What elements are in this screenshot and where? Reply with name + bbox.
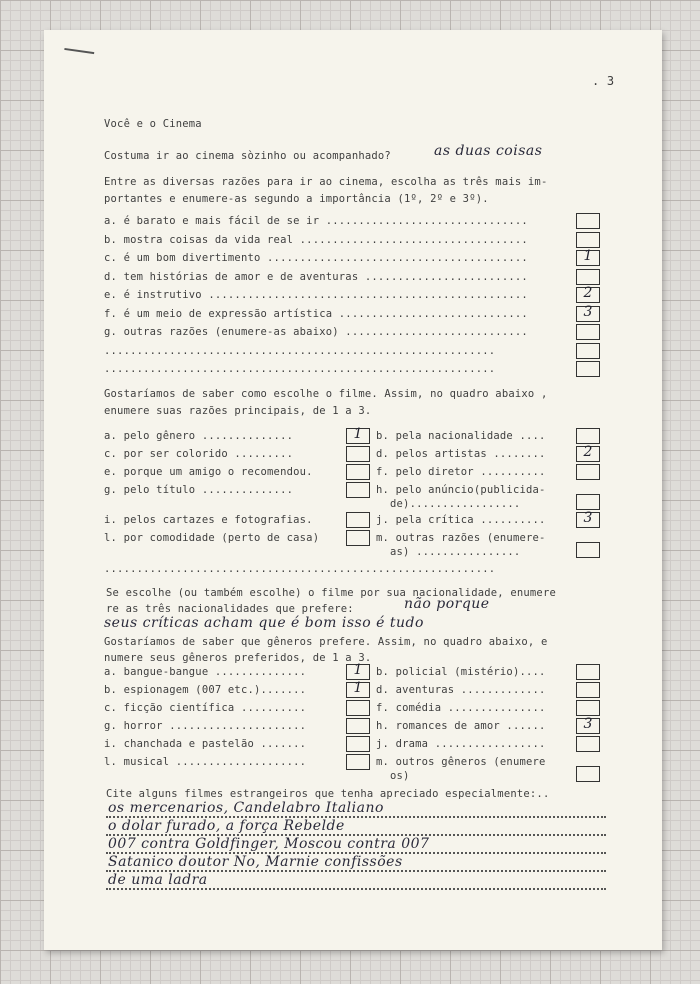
q3-reason-label: j. pela crítica ..........: [376, 514, 546, 526]
q5-genre-label: b. policial (mistério)....: [376, 666, 546, 678]
q5-intro-line2: numere seus gêneros preferidos, de 1 a 3.: [104, 652, 372, 664]
q3-rank-box-mark: 2: [583, 444, 593, 460]
q5-rank-box-mark: 1: [353, 680, 363, 696]
q2-rank-box-mark: 2: [583, 285, 593, 301]
q5-rank-box[interactable]: [576, 664, 600, 680]
q6-answer-line[interactable]: o dolar furado, a força Rebelde: [108, 818, 345, 834]
q3-reason-label: l. por comodidade (perto de casa): [104, 532, 320, 544]
q2-intro-line1: Entre as diversas razões para ir ao cinema, escolha as três mais im-: [104, 176, 548, 188]
q3-rank-box-mark: 3: [583, 510, 593, 526]
q3-rank-box[interactable]: [576, 446, 600, 462]
q3-intro-line1: Gostaríamos de saber como escolhe o filme. Assim, no quadro abaixo ,: [104, 388, 548, 400]
q2-reason-label: b. mostra coisas da vida real ...................................: [104, 233, 528, 246]
q5-rank-box[interactable]: [576, 766, 600, 782]
page-number: . 3: [592, 74, 615, 88]
pencil-mark: [64, 48, 95, 58]
q5-rank-box-mark: 3: [583, 716, 593, 732]
q3-rank-box[interactable]: [346, 464, 370, 480]
q4-answer1[interactable]: não porque: [404, 596, 490, 612]
q6-answer-line[interactable]: os mercenarios, Candelabro Italiano: [108, 800, 384, 816]
q2-reason-label: ............................................................: [104, 344, 496, 357]
q3-rank-box[interactable]: [346, 482, 370, 498]
q2-reason-label: g. outras razões (enumere-as abaixo) ............................: [104, 326, 528, 338]
q2-rank-box[interactable]: [576, 232, 600, 248]
q2-rank-box-mark: 1: [583, 248, 593, 264]
q5-genre-label: f. comédia ...............: [376, 702, 546, 714]
q3-dotted-line: ............................................................: [104, 563, 496, 575]
q2-rank-box[interactable]: [576, 287, 600, 303]
q5-rank-box-mark: 1: [353, 662, 363, 678]
q3-rank-box[interactable]: [576, 428, 600, 444]
q2-rank-box[interactable]: [576, 303, 600, 322]
q6-answer-line[interactable]: 007 contra Goldfinger, Moscou contra 007: [108, 836, 430, 852]
q5-rank-box[interactable]: [346, 718, 370, 734]
q3-reason-label: g. pelo título ..............: [104, 484, 294, 496]
q3-rank-box[interactable]: [346, 446, 370, 462]
q3-intro-line2: enumere suas razões principais, de 1 a 3.: [104, 405, 372, 417]
questionnaire-page: [44, 30, 662, 950]
q4-line1: Se escolhe (ou também escolhe) o filme por sua nacionalidade, enumere: [106, 587, 556, 599]
q5-genre-label: h. romances de amor ......: [376, 720, 546, 732]
q3-rank-box[interactable]: [346, 428, 370, 444]
q5-genre-label-cont: os): [390, 770, 410, 782]
q4-line2: re as três nacionalidades que prefere:: [106, 603, 354, 615]
q5-rank-box[interactable]: [346, 754, 370, 770]
q5-genre-label: c. ficção científica ..........: [104, 702, 307, 714]
q5-rank-box[interactable]: [346, 736, 370, 752]
q5-intro-line1: Gostaríamos de saber que gêneros prefere. Assim, no quadro abaixo, e: [104, 636, 548, 648]
q6-question: Cite alguns filmes estrangeiros que tenha apreciado especialmente:..: [106, 788, 550, 800]
q3-reason-label: d. pelos artistas ........: [376, 448, 546, 460]
q2-rank-box[interactable]: [576, 269, 600, 285]
q1-question: Costuma ir ao cinema sòzinho ou acompanhado?: [104, 150, 391, 162]
q5-rank-box[interactable]: [576, 718, 600, 734]
q3-rank-box-mark: 1: [353, 426, 363, 442]
q6-answer-line[interactable]: Satanico doutor No, Marnie confissões: [108, 854, 403, 870]
q2-rank-box[interactable]: [576, 361, 600, 377]
q2-intro-line2: portantes e enumere-as segundo a importância (1º, 2º e 3º).: [104, 193, 489, 205]
q3-rank-box[interactable]: [346, 530, 370, 546]
q5-genre-label: l. musical ....................: [104, 756, 307, 768]
q5-rank-box[interactable]: [346, 682, 370, 698]
q2-reason-label: a. é barato e mais fácil de se ir ...............................: [104, 215, 528, 227]
q5-genre-label: d. aventuras .............: [376, 684, 546, 696]
q3-reason-label: e. porque um amigo o recomendou.: [104, 466, 313, 478]
q6-answer-line[interactable]: de uma ladra: [108, 872, 208, 888]
q3-reason-label: b. pela nacionalidade ....: [376, 430, 546, 442]
q2-rank-box[interactable]: [576, 343, 600, 359]
q3-rank-box[interactable]: [576, 464, 600, 480]
q1-answer[interactable]: as duas coisas: [434, 143, 543, 159]
q2-reason-label: e. é instrutivo .................................................: [104, 289, 528, 301]
q5-genre-label: i. chanchada e pastelão .......: [104, 738, 307, 750]
q5-genre-label: m. outros gêneros (enumere: [376, 756, 546, 768]
q5-rank-box[interactable]: [346, 664, 370, 680]
q2-reason-label: ............................................................: [104, 363, 496, 375]
q2-rank-box[interactable]: [576, 250, 600, 266]
q3-rank-box[interactable]: [346, 512, 370, 528]
q5-rank-box[interactable]: [346, 700, 370, 716]
q5-rank-box[interactable]: [576, 700, 600, 716]
q3-reason-label-cont: de).................: [390, 498, 521, 510]
q3-rank-box[interactable]: [576, 512, 600, 528]
q4-answer2[interactable]: seus críticas acham que é bom isso é tudo: [104, 615, 424, 631]
q3-rank-box[interactable]: [576, 494, 600, 510]
q2-rank-box-mark: 3: [583, 303, 593, 320]
q5-genre-label: b. espionagem (007 etc.).......: [104, 684, 307, 696]
q3-reason-label-cont: as) ................: [390, 546, 521, 558]
q5-rank-box[interactable]: [576, 682, 600, 698]
q5-genre-label: j. drama .................: [376, 738, 546, 750]
q3-reason-label: h. pelo anúncio(publicida-: [376, 484, 546, 496]
q2-rank-box[interactable]: [576, 213, 600, 229]
section-title: Você e o Cinema: [104, 118, 202, 130]
q5-genre-label: g. horror .....................: [104, 720, 307, 732]
q5-genre-label: a. bangue-bangue ..............: [104, 666, 307, 678]
q3-reason-label: a. pelo gênero ..............: [104, 430, 294, 442]
q2-reason-label: d. tem histórias de amor e de aventuras .........................: [104, 270, 528, 283]
q2-reason-label: c. é um bom divertimento ........................................: [104, 252, 528, 264]
q3-rank-box[interactable]: [576, 542, 600, 558]
q3-reason-label: m. outras razões (enumere-: [376, 532, 546, 544]
q3-reason-label: f. pelo diretor ..........: [376, 466, 546, 478]
q3-reason-label: i. pelos cartazes e fotografias.: [104, 514, 313, 526]
q2-rank-box[interactable]: [576, 324, 600, 340]
q3-reason-label: c. por ser colorido .........: [104, 448, 294, 460]
q2-reason-label: f. é um meio de expressão artística .............................: [104, 307, 528, 320]
q5-rank-box[interactable]: [576, 736, 600, 752]
